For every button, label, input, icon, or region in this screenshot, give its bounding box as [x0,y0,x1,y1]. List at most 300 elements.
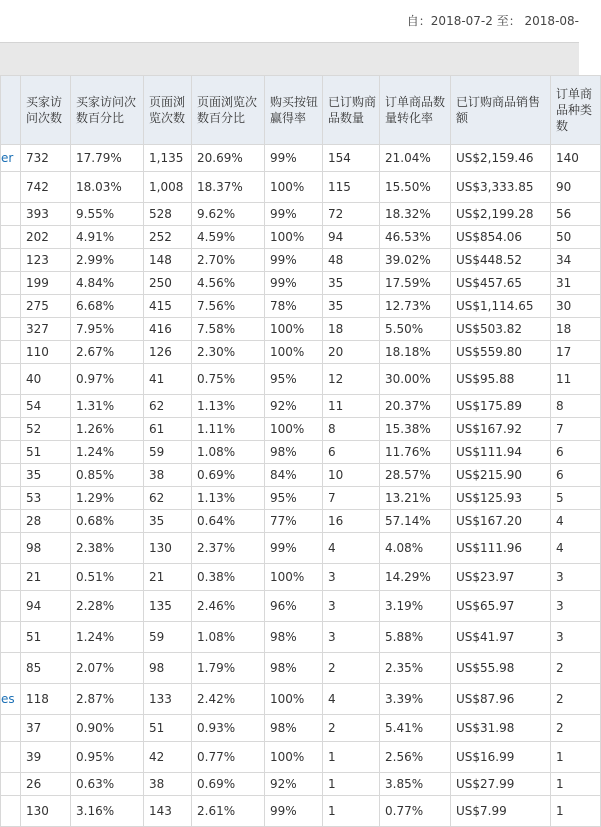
table-cell: 95% [265,364,323,395]
table-cell: US$31.98 [451,715,551,742]
table-cell: 1,135 [144,145,192,172]
table-cell: 35 [144,510,192,533]
table-cell: 98% [265,653,323,684]
table-cell: 1 [323,796,380,827]
table-cell: 0.77% [380,796,451,827]
table-cell: 9.55% [71,203,144,226]
product-name-link[interactable] [1,773,21,796]
table-cell: 115 [323,172,380,203]
table-row [1,341,601,364]
table-cell: 130 [144,533,192,564]
table-cell: 59 [144,441,192,464]
table-cell: 2.07% [71,653,144,684]
table-cell: 30.00% [380,364,451,395]
table-cell: 0.97% [71,364,144,395]
table-row [1,203,601,226]
product-name-text[interactable]: es [1,692,15,706]
table-cell: US$854.06 [451,226,551,249]
table-cell: 42 [144,742,192,773]
product-name-link[interactable] [1,622,21,653]
table-cell: 7 [551,418,601,441]
table-cell: 6 [551,464,601,487]
table-cell: 1.79% [192,653,265,684]
table-cell: 5.41% [380,715,451,742]
table-body [1,145,601,827]
product-name-link[interactable] [1,742,21,773]
table-cell: US$559.80 [451,341,551,364]
table-cell: 20.37% [380,395,451,418]
table-cell: 17.59% [380,272,451,295]
table-cell: 94 [21,591,71,622]
table-cell: 1.13% [192,487,265,510]
table-cell: 5.88% [380,622,451,653]
table-cell: 92% [265,395,323,418]
table-cell: 133 [144,684,192,715]
table-cell: US$2,199.28 [451,203,551,226]
table-cell: 123 [21,249,71,272]
table-cell: 2.30% [192,341,265,364]
table-cell: 72 [323,203,380,226]
table-cell: 2.67% [71,341,144,364]
table-cell: 17 [551,341,601,364]
table-cell: 37 [21,715,71,742]
table-cell: 0.77% [192,742,265,773]
table-cell: 85 [21,653,71,684]
table-cell: 98 [144,653,192,684]
table-cell: 742 [21,172,71,203]
table-cell: 0.95% [71,742,144,773]
table-cell: 1.13% [192,395,265,418]
table-cell: 46.53% [380,226,451,249]
table-cell: 126 [144,341,192,364]
col-header-order-items[interactable]: 订单商品种类数 [551,76,601,145]
table-cell: 1 [551,773,601,796]
table-cell: 4 [323,533,380,564]
table-cell: 3 [323,564,380,591]
product-name-link[interactable] [1,249,21,272]
table-cell: 95% [265,487,323,510]
product-name-link[interactable] [1,341,21,364]
table-cell: US$2,159.46 [451,145,551,172]
product-name-link[interactable] [1,318,21,341]
table-cell: 35 [323,272,380,295]
table-row [1,564,601,591]
product-name-link[interactable] [1,464,21,487]
product-name-link[interactable] [1,487,21,510]
table-cell: 51 [21,441,71,464]
table-cell: 30 [551,295,601,318]
table-cell: US$87.96 [451,684,551,715]
table-cell: 39 [21,742,71,773]
table-cell: US$448.52 [451,249,551,272]
date-range-bar [0,0,579,42]
table-row [1,395,601,418]
table-row [1,742,601,773]
table-cell: 199 [21,272,71,295]
table-row [1,533,601,564]
table-cell: 4.08% [380,533,451,564]
product-name-text[interactable]: er [1,151,14,165]
table-cell: US$215.90 [451,464,551,487]
table-cell: 11 [551,364,601,395]
product-name-link[interactable] [1,510,21,533]
table-cell: 0.38% [192,564,265,591]
table-cell: 98% [265,622,323,653]
table-cell: 11.76% [380,441,451,464]
table-toolbar [0,42,579,76]
table-cell: 84% [265,464,323,487]
table-cell: 3 [551,591,601,622]
table-cell: US$16.99 [451,742,551,773]
table-cell: 1 [323,742,380,773]
table-cell: 15.50% [380,172,451,203]
table-cell: 393 [21,203,71,226]
table-cell: 18.32% [380,203,451,226]
table-cell: 31 [551,272,601,295]
col-header-product [1,76,21,145]
table-cell: 26 [21,773,71,796]
table-cell: US$55.98 [451,653,551,684]
table-cell: 21 [21,564,71,591]
table-cell: 48 [323,249,380,272]
table-header-row [1,76,601,145]
table-cell: US$111.96 [451,533,551,564]
table-cell: 7.56% [192,295,265,318]
table-cell: 51 [21,622,71,653]
table-cell: 50 [551,226,601,249]
table-cell: US$111.94 [451,441,551,464]
table-cell: US$7.99 [451,796,551,827]
table-cell: 10 [323,464,380,487]
table-cell: 4 [323,684,380,715]
table-cell: 1.29% [71,487,144,510]
table-cell: 202 [21,226,71,249]
table-cell: 54 [21,395,71,418]
table-cell: 28 [21,510,71,533]
table-row [1,249,601,272]
table-cell: 100% [265,564,323,591]
table-row [1,172,601,203]
product-name-link[interactable] [1,272,21,295]
table-row [1,464,601,487]
table-cell: US$1,114.65 [451,295,551,318]
table-cell: 1.26% [71,418,144,441]
table-cell: 11 [323,395,380,418]
table-cell: 4.56% [192,272,265,295]
table-cell: 41 [144,364,192,395]
table-cell: 2.38% [71,533,144,564]
table-cell: 0.68% [71,510,144,533]
product-name-link[interactable] [1,145,21,172]
table-cell: 148 [144,249,192,272]
product-name-link[interactable] [1,684,21,715]
date-range-text: 自：2018-07-2 至： 2018-08- [406,14,579,28]
table-cell: 275 [21,295,71,318]
table-row [1,145,601,172]
table-cell: 20 [323,341,380,364]
table-cell: 4 [551,510,601,533]
table-cell: 21 [144,564,192,591]
table-cell: 16 [323,510,380,533]
table-cell: 92% [265,773,323,796]
table-row [1,773,601,796]
table-cell: 9.62% [192,203,265,226]
table-cell: 118 [21,684,71,715]
table-cell: 2 [323,653,380,684]
table-cell: 90 [551,172,601,203]
table-row [1,715,601,742]
product-name-link[interactable] [1,418,21,441]
table-cell: 28.57% [380,464,451,487]
table-cell: 99% [265,796,323,827]
table-cell: 13.21% [380,487,451,510]
table-cell: 35 [21,464,71,487]
col-header-unit-session-rate[interactable]: 订单商品数量转化率 [380,76,451,145]
table-cell: 61 [144,418,192,441]
table-row [1,226,601,249]
table-cell: 1 [551,742,601,773]
table-cell: 0.75% [192,364,265,395]
product-name-link[interactable] [1,653,21,684]
table-cell: 130 [21,796,71,827]
product-name-link[interactable] [1,564,21,591]
table-cell: 100% [265,742,323,773]
table-cell: 12 [323,364,380,395]
col-header-buy-box-rate[interactable]: 购买按钮赢得率 [265,76,323,145]
table-cell: 18 [323,318,380,341]
product-stats-table [0,75,601,827]
product-name-link[interactable] [1,796,21,827]
table-cell: 3.19% [380,591,451,622]
table-cell: US$41.97 [451,622,551,653]
table-cell: 52 [21,418,71,441]
table-cell: 96% [265,591,323,622]
col-header-page-views-pct[interactable]: 页面浏览次数百分比 [192,76,265,145]
table-row [1,295,601,318]
table-row [1,510,601,533]
col-header-units-ordered[interactable]: 已订购商品数量 [323,76,380,145]
table-cell: 1.11% [192,418,265,441]
product-name-link[interactable] [1,172,21,203]
table-cell: 15.38% [380,418,451,441]
table-cell: 110 [21,341,71,364]
table-cell: 100% [265,341,323,364]
table-cell: 1.08% [192,441,265,464]
table-cell: 4 [551,533,601,564]
table-cell: 1.31% [71,395,144,418]
table-cell: 0.69% [192,773,265,796]
table-cell: US$167.20 [451,510,551,533]
table-cell: 7 [323,487,380,510]
table-cell: 327 [21,318,71,341]
table-cell: 2.56% [380,742,451,773]
table-cell: 2.87% [71,684,144,715]
table-row [1,591,601,622]
table-cell: 0.63% [71,773,144,796]
table-cell: 57.14% [380,510,451,533]
table-cell: 53 [21,487,71,510]
product-name-link[interactable] [1,295,21,318]
table-cell: 2.35% [380,653,451,684]
table-cell: 34 [551,249,601,272]
table-cell: 3 [551,564,601,591]
product-name-link[interactable] [1,591,21,622]
product-name-link[interactable] [1,226,21,249]
table-cell: 2.70% [192,249,265,272]
table-cell: 51 [144,715,192,742]
table-cell: 18.18% [380,341,451,364]
table-container [0,75,593,827]
table-cell: 100% [265,318,323,341]
product-name-link[interactable] [1,203,21,226]
table-row [1,272,601,295]
table-cell: 416 [144,318,192,341]
table-cell: 99% [265,203,323,226]
table-cell: 143 [144,796,192,827]
table-cell: US$27.99 [451,773,551,796]
table-cell: 14.29% [380,564,451,591]
table-row [1,364,601,395]
table-cell: 252 [144,226,192,249]
table-cell: 99% [265,145,323,172]
table-cell: 2.37% [192,533,265,564]
table-cell: 2.28% [71,591,144,622]
table-cell: US$65.97 [451,591,551,622]
table-cell: 18.03% [71,172,144,203]
table-cell: 732 [21,145,71,172]
table-cell: 3.85% [380,773,451,796]
table-cell: 2.46% [192,591,265,622]
table-cell: 35 [323,295,380,318]
table-cell: 2 [551,715,601,742]
table-cell: 38 [144,773,192,796]
product-name-link[interactable] [1,715,21,742]
product-name-link[interactable] [1,441,21,464]
col-header-buyer-visits-pct[interactable]: 买家访问次数百分比 [71,76,144,145]
table-cell: 140 [551,145,601,172]
table-cell: 415 [144,295,192,318]
table-cell: 4.91% [71,226,144,249]
table-cell: 99% [265,272,323,295]
table-cell: 59 [144,622,192,653]
table-cell: 78% [265,295,323,318]
table-cell: 100% [265,226,323,249]
table-cell: 0.93% [192,715,265,742]
table-cell: 56 [551,203,601,226]
table-cell: 1,008 [144,172,192,203]
table-row [1,418,601,441]
table-cell: US$457.65 [451,272,551,295]
table-cell: 1 [323,773,380,796]
table-cell: 6 [323,441,380,464]
table-cell: 4.59% [192,226,265,249]
table-cell: 21.04% [380,145,451,172]
table-cell: 7.58% [192,318,265,341]
table-cell: 8 [551,395,601,418]
table-cell: 1.24% [71,622,144,653]
table-row [1,622,601,653]
table-cell: 2 [551,653,601,684]
table-cell: 39.02% [380,249,451,272]
table-cell: 94 [323,226,380,249]
table-cell: 6 [551,441,601,464]
table-cell: 0.51% [71,564,144,591]
table-cell: 40 [21,364,71,395]
table-cell: 3 [323,622,380,653]
table-cell: 3 [323,591,380,622]
table-cell: 2.42% [192,684,265,715]
table-cell: 1.08% [192,622,265,653]
table-cell: 7.95% [71,318,144,341]
table-cell: 8 [323,418,380,441]
table-cell: 2.99% [71,249,144,272]
table-cell: 0.69% [192,464,265,487]
table-cell: 98% [265,715,323,742]
table-cell: 3.16% [71,796,144,827]
col-header-page-views[interactable]: 页面浏览次数 [144,76,192,145]
table-cell: 18 [551,318,601,341]
table-cell: 20.69% [192,145,265,172]
table-cell: 0.64% [192,510,265,533]
col-header-buyer-visits[interactable]: 买家访问次数 [21,76,71,145]
table-cell: 0.90% [71,715,144,742]
table-cell: 99% [265,249,323,272]
table-row [1,796,601,827]
table-cell: US$167.92 [451,418,551,441]
table-cell: US$23.97 [451,564,551,591]
col-header-ordered-sales[interactable]: 已订购商品销售额 [451,76,551,145]
table-cell: US$503.82 [451,318,551,341]
table-cell: 3.39% [380,684,451,715]
table-cell: 100% [265,684,323,715]
table-cell: US$175.89 [451,395,551,418]
table-cell: 5.50% [380,318,451,341]
table-row [1,653,601,684]
table-cell: 5 [551,487,601,510]
table-row [1,487,601,510]
table-cell: 2 [323,715,380,742]
table-row [1,318,601,341]
table-cell: US$95.88 [451,364,551,395]
table-cell: 100% [265,172,323,203]
table-cell: 6.68% [71,295,144,318]
table-cell: 98 [21,533,71,564]
product-name-link[interactable] [1,395,21,418]
table-row [1,684,601,715]
table-cell: 100% [265,418,323,441]
table-row [1,441,601,464]
table-cell: US$125.93 [451,487,551,510]
table-cell: 38 [144,464,192,487]
table-cell: US$3,333.85 [451,172,551,203]
table-cell: 154 [323,145,380,172]
table-cell: 17.79% [71,145,144,172]
table-cell: 18.37% [192,172,265,203]
table-cell: 135 [144,591,192,622]
table-cell: 1.24% [71,441,144,464]
table-cell: 0.85% [71,464,144,487]
product-name-link[interactable] [1,533,21,564]
table-cell: 77% [265,510,323,533]
table-cell: 528 [144,203,192,226]
table-cell: 3 [551,622,601,653]
table-cell: 2.61% [192,796,265,827]
table-cell: 62 [144,395,192,418]
table-cell: 250 [144,272,192,295]
table-cell: 99% [265,533,323,564]
product-name-link[interactable] [1,364,21,395]
table-cell: 62 [144,487,192,510]
